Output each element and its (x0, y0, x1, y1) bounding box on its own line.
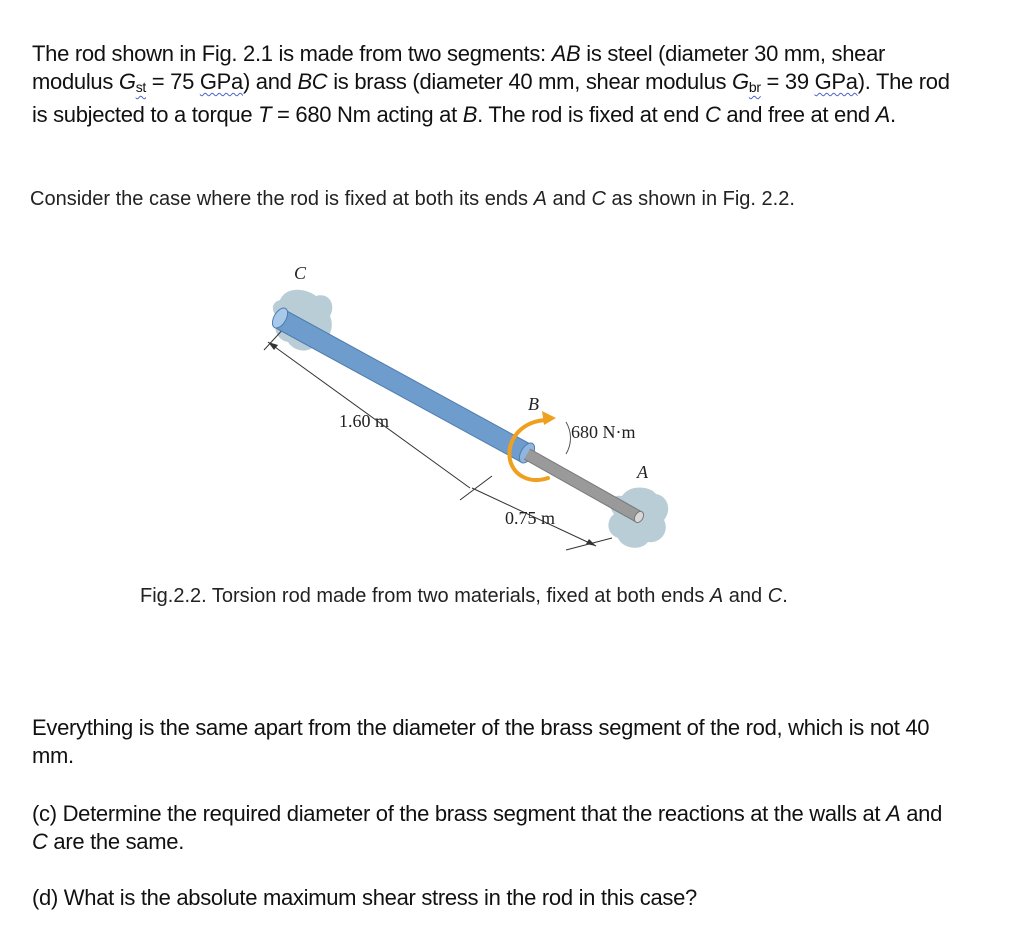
changed-condition: Everything is the same apart from the diameter of the brass segment of the rod, which is not 40 mm. (32, 715, 930, 768)
question-d: (d) What is the absolute maximum shear stress in the rod in this case? (32, 885, 697, 910)
label-c: C (294, 263, 307, 283)
dimension-bc (264, 326, 612, 550)
problem-statement: The rod shown in Fig. 2.1 is made from two segments: AB is steel (diameter 30 mm, shear modulus $G_{st} = 75$ GPa) and BC is brass (diameter 40 mm, shear modulus $G_{br} = 39$ GPa). The rod is subjected to a torque T = 680 Nm acting at B. The rod is fixed at end C and free at end A. (32, 41, 950, 127)
label-a: A (637, 462, 648, 482)
figure-caption: Fig.2.2. Torsion rod made from two materials, fixed at both ends A and C. (140, 585, 788, 607)
question-c: (c) Determine the required diameter of the brass segment that the reactions at the walls at A and C are the same. (32, 801, 943, 854)
consider-statement: Consider the case where the rod is fixed at both its ends A and C as shown in Fig. 2.2. (30, 188, 795, 210)
dimension-bc-label: 1.60 m (339, 411, 390, 431)
torque-label: 680 N·m (571, 422, 636, 442)
label-b: B (528, 394, 539, 414)
dimension-ab-label: 0.75 m (505, 508, 556, 528)
brass-segment-bc (269, 305, 537, 465)
